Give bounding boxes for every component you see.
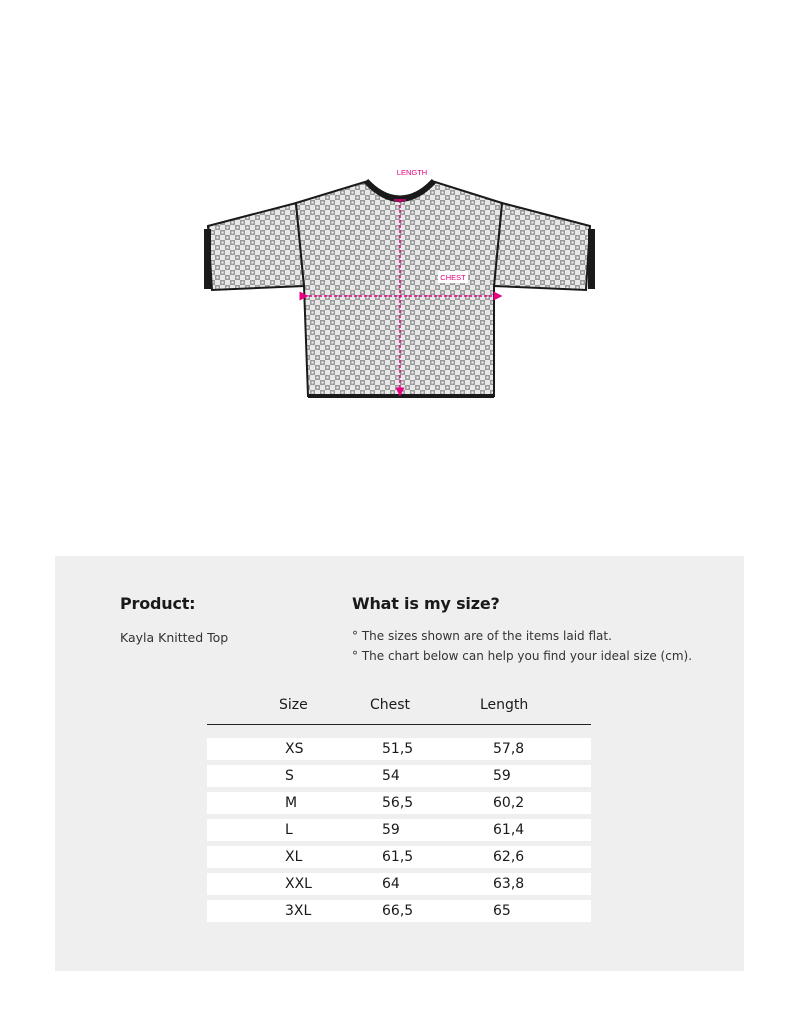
right-sleeve xyxy=(494,203,590,290)
table-row xyxy=(207,792,591,814)
size-guide-panel xyxy=(55,556,744,971)
table-row xyxy=(207,900,591,922)
cell-chest: 51,5 xyxy=(382,741,414,757)
cell-chest: 59 xyxy=(382,822,400,838)
cell-length: 65 xyxy=(493,903,511,919)
header-chest: Chest xyxy=(370,697,411,713)
garment-body xyxy=(296,181,502,396)
table-row xyxy=(207,873,591,895)
header-length: Length xyxy=(480,697,529,713)
cell-size: XS xyxy=(285,741,304,757)
cell-length: 61,4 xyxy=(493,822,525,838)
cell-size: S xyxy=(285,768,294,784)
chest-label: CHEST xyxy=(440,273,466,282)
left-sleeve xyxy=(208,203,304,290)
size-table xyxy=(207,738,591,927)
cell-length: 60,2 xyxy=(493,795,525,811)
cell-length: 59 xyxy=(493,768,511,784)
cell-length: 57,8 xyxy=(493,741,525,757)
cell-size: XXL xyxy=(285,876,312,892)
table-row xyxy=(207,765,591,787)
cell-size: 3XL xyxy=(285,903,312,919)
product-name: Kayla Knitted Top xyxy=(120,630,229,645)
cell-length: 62,6 xyxy=(493,849,525,865)
cell-size: M xyxy=(285,795,298,811)
cell-size: XL xyxy=(285,849,303,865)
note-ideal-size: ° The chart below can help you find your ideal size (cm). xyxy=(352,649,693,663)
cell-length: 63,8 xyxy=(493,876,525,892)
product-heading: Product: xyxy=(120,594,196,613)
garment-diagram xyxy=(0,0,799,500)
table-row xyxy=(207,846,591,868)
size-table-header xyxy=(207,697,591,725)
cell-chest: 54 xyxy=(382,768,400,784)
left-cuff xyxy=(204,229,211,289)
right-cuff xyxy=(588,229,595,289)
table-row xyxy=(207,738,591,760)
table-row xyxy=(207,819,591,841)
length-label: LENGTH xyxy=(396,168,428,177)
size-heading: What is my size? xyxy=(352,594,500,613)
cell-chest: 66,5 xyxy=(382,903,414,919)
cell-chest: 56,5 xyxy=(382,795,414,811)
header-size: Size xyxy=(279,697,308,713)
cell-size: L xyxy=(285,822,293,838)
cell-chest: 64 xyxy=(382,876,400,892)
note-laid-flat: ° The sizes shown are of the items laid flat. xyxy=(352,629,612,643)
cell-chest: 61,5 xyxy=(382,849,414,865)
